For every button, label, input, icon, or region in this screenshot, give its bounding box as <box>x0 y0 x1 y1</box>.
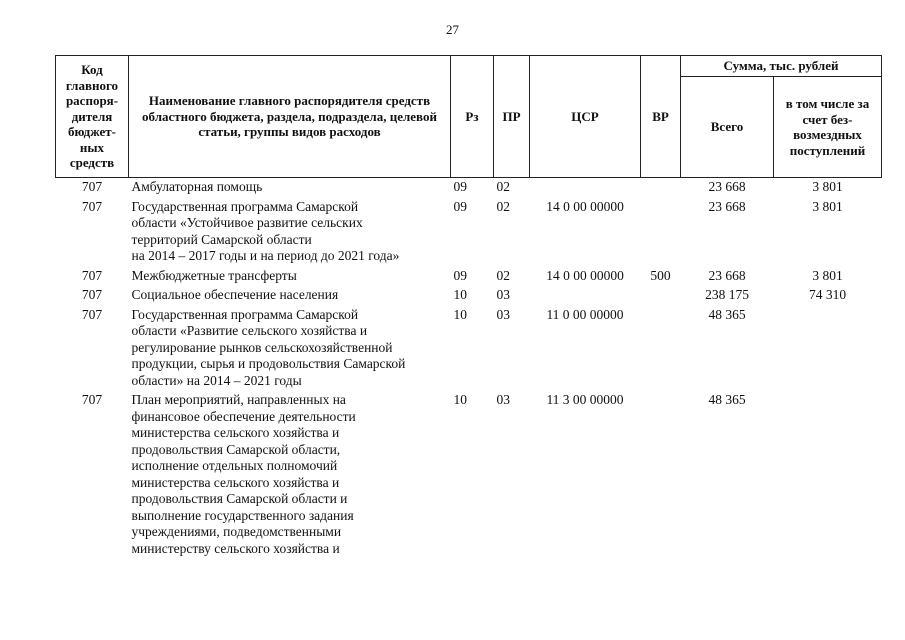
cell-rz: 10 <box>453 392 467 407</box>
header-csr: ЦСР <box>530 56 641 178</box>
header-free: в том числе за счет без-возмездных поступлений <box>774 77 882 178</box>
cell-total: 23 668 <box>708 267 746 283</box>
table-row <box>56 178 882 199</box>
cell-free: 3 801 <box>812 267 843 283</box>
budget-table <box>55 55 882 560</box>
header-sum: Сумма, тыс. рублей <box>681 56 882 77</box>
cell-csr: 14 0 00 00000 <box>546 198 624 214</box>
cell-rz: 10 <box>453 287 467 302</box>
cell-name: Государственная программа Самарской области «Устойчивое развитие сельских территорий Самарской области на 2014 – 2017 годы и на период до 2021 года» <box>131 198 400 263</box>
cell-csr: 14 0 00 00000 <box>546 267 624 283</box>
cell-code: 707 <box>81 179 103 194</box>
cell-csr: 11 3 00 00000 <box>546 392 624 407</box>
header-total: Всего <box>681 77 774 178</box>
cell-total: 48 365 <box>708 306 746 322</box>
cell-pr: 03 <box>496 287 510 302</box>
cell-code: 707 <box>81 306 103 322</box>
cell-rz: 09 <box>453 179 467 194</box>
cell-rz: 09 <box>453 198 467 214</box>
cell-vr <box>641 392 681 560</box>
header-vr: ВР <box>641 56 681 178</box>
cell-code: 707 <box>81 287 103 302</box>
cell-free <box>774 307 882 393</box>
cell-code: 707 <box>81 392 103 407</box>
cell-csr <box>530 287 641 307</box>
cell-code: 707 <box>81 198 103 214</box>
cell-vr <box>641 287 681 307</box>
cell-total: 238 175 <box>705 287 749 302</box>
cell-name: Межбюджетные трансферты <box>131 267 297 283</box>
header-pr: ПР <box>494 56 530 178</box>
cell-free: 3 801 <box>812 179 843 194</box>
cell-pr: 03 <box>496 392 510 407</box>
cell-total: 23 668 <box>708 179 746 194</box>
cell-free <box>774 392 882 560</box>
cell-name: Социальное обеспечение населения <box>131 287 339 302</box>
cell-pr: 02 <box>496 267 510 283</box>
cell-rz: 09 <box>453 267 467 283</box>
cell-name: План мероприятий, направленных на финансовое обеспечение деятельности министерства сельского хозяйства и продовольствия Самарской области, исполнение отдельных полномочий министерства сельского хозяйства и продовольствия Самарской области и выполнение государственного задания учреждениями, подведомственными министерству сельского хозяйства и <box>131 392 356 556</box>
cell-total: 48 365 <box>708 392 746 407</box>
cell-rz: 10 <box>453 306 467 322</box>
table-row <box>56 392 882 560</box>
cell-vr <box>641 307 681 393</box>
cell-name: Амбулаторная помощь <box>131 179 263 194</box>
cell-code: 707 <box>81 267 103 283</box>
cell-total: 23 668 <box>708 198 746 214</box>
cell-vr <box>641 178 681 199</box>
page-number: 27 <box>446 22 459 37</box>
table-row <box>56 268 882 288</box>
cell-csr <box>530 178 641 199</box>
cell-pr: 02 <box>496 198 510 214</box>
table-row <box>56 307 882 393</box>
table-body <box>56 178 882 561</box>
cell-pr: 03 <box>496 306 510 322</box>
table-row <box>56 199 882 268</box>
cell-vr: 500 <box>650 267 671 283</box>
header-code: Код главного распоря-дителя бюджет-ных средств <box>56 56 129 178</box>
header-rz: Рз <box>451 56 494 178</box>
cell-pr: 02 <box>496 179 510 194</box>
cell-csr: 11 0 00 00000 <box>546 306 624 322</box>
cell-free: 74 310 <box>808 287 847 302</box>
cell-free: 3 801 <box>812 198 843 214</box>
table-header-row <box>56 56 882 77</box>
table-row <box>56 287 882 307</box>
cell-vr <box>641 199 681 268</box>
cell-name: Государственная программа Самарской области «Развитие сельского хозяйства и регулирование рынков сельскохозяйственной продукции, сырья и продовольствия Самарской области» на 2014 – 2021 годы <box>131 306 406 388</box>
header-name: Наименование главного распорядителя средств областного бюджета, раздела, подраздела, целевой статьи, группы видов расходов <box>129 56 451 178</box>
